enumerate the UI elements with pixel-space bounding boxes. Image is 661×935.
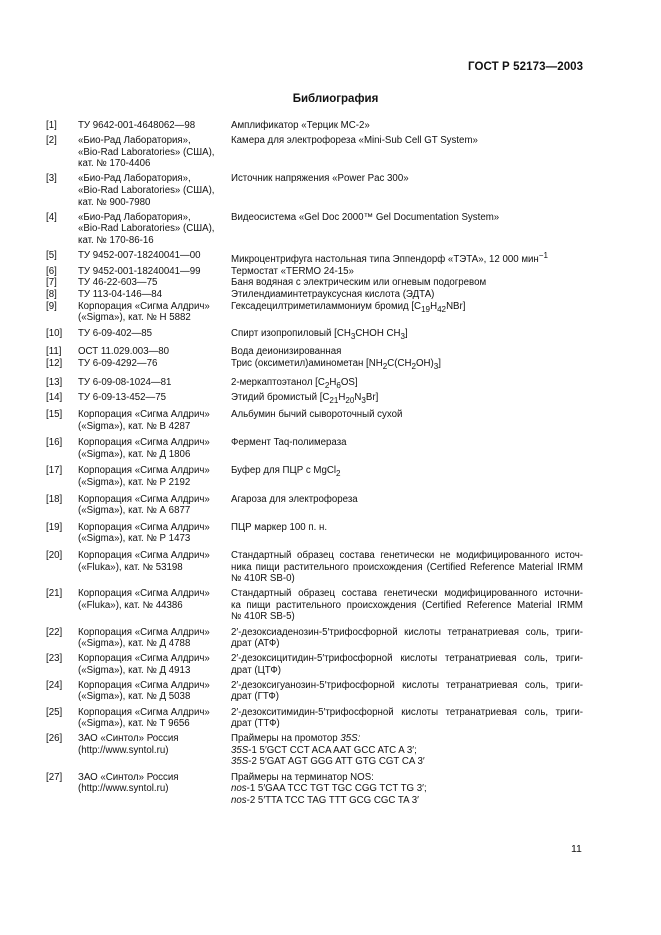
source-line: Корпорация «Сигма Алдрич» (78, 549, 210, 561)
description-line: Вода деионизированная (231, 345, 342, 357)
description-line: Стандартный образец состава генетически модифицированного источни- (231, 588, 583, 600)
description-line: Праймеры на промотор 35S: (231, 733, 361, 745)
entry-source (78, 328, 228, 340)
description-line: 2′-дезоксигуанозин-5′трифосфорной кислоты тетранатриевая соль, триги- (231, 679, 583, 691)
description-line: Буфер для ПЦР с MgCl$_2$ (231, 465, 341, 479)
entry-source (78, 707, 228, 730)
source-line: Корпорация «Сигма Алдрич» (78, 706, 210, 718)
entry-source (78, 135, 228, 170)
entry-description (231, 266, 583, 278)
entry-description (231, 328, 583, 343)
bibliography-entry (46, 346, 591, 358)
entry-source (78, 522, 228, 545)
entry-number: [17] (46, 465, 63, 477)
bibliography-entry (46, 653, 591, 676)
description-line: ника пищи растительного происхождения (Certified Reference Material IRMM (231, 561, 583, 573)
bibliography-entry (46, 733, 591, 768)
bibliography-entry (46, 707, 591, 730)
entry-number: [4] (46, 211, 57, 223)
description-line: № 410R SB-5) (231, 611, 295, 623)
entry-number: [23] (46, 653, 63, 665)
source-line: Корпорация «Сигма Алдрич» (78, 437, 210, 449)
entry-number: [16] (46, 437, 63, 449)
source-line: («Sigma»), кат. № В 4287 (78, 420, 191, 432)
entry-source (78, 588, 228, 611)
bibliography-entry (46, 212, 591, 247)
entry-number: [26] (46, 733, 63, 745)
entry-number: [12] (46, 358, 63, 370)
entry-description (231, 392, 583, 407)
source-line: ЗАО «Синтол» Россия (78, 771, 179, 783)
entry-description (231, 588, 583, 623)
entry-number: [1] (46, 120, 57, 131)
entry-description (231, 465, 583, 480)
entry-description (231, 494, 583, 506)
source-line: ОСТ 11.029.003—80 (78, 345, 170, 357)
source-line: Корпорация «Сигма Алдрич» (78, 493, 210, 505)
description-line: Гексадецилтриметиламмониум бромид $[C_{19}H_{42}NBr]$ (231, 300, 466, 314)
description-line: Праймеры на терминатор NOS: (231, 771, 374, 783)
description-line: Амплификатор «Терцик МС-2» (231, 120, 370, 131)
description-line: Спирт изопропиловый [$CH_3CHOH$ $CH_3$] (231, 328, 408, 342)
bibliography-entry (46, 120, 591, 132)
source-line: («Sigma»), кат. № А 6877 (78, 505, 191, 517)
entry-source (78, 627, 228, 650)
entry-number: [15] (46, 409, 63, 420)
entry-source (78, 289, 228, 301)
entry-description (231, 173, 583, 185)
source-line: ТУ 9452-007-18240041—00 (78, 249, 201, 261)
description-line: nos-2 5′TTA TCC TAG TTT GCG CGC TA 3′ (231, 794, 419, 806)
entry-description (231, 707, 583, 730)
entry-source (78, 358, 228, 370)
entry-source (78, 437, 228, 460)
entry-source (78, 250, 228, 262)
description-line: 2-меркаптоэтанол $[C_2H_6OS]$ (231, 376, 358, 390)
source-line: ТУ 6-09-402—85 (78, 328, 153, 340)
source-line: («Sigma»), кат. № Д 4788 (78, 638, 191, 650)
entry-source (78, 266, 228, 278)
entry-source (78, 301, 228, 324)
description-line: 35S-2 5′GAT AGT GGG ATT GTG CGT CA 3′ (231, 756, 425, 768)
entry-number: [5] (46, 249, 57, 261)
page-number: 11 (571, 843, 582, 855)
bibliography-entry (46, 550, 591, 585)
source-line: (http://www.syntol.ru) (78, 783, 169, 795)
description-line: Альбумин бычий сывороточный сухой (231, 409, 403, 420)
bibliography-entry (46, 409, 591, 432)
bibliography-entry (46, 301, 591, 324)
source-line: «Био-Рад Лаборатория», (78, 211, 191, 223)
source-line: кат. № 900-7980 (78, 196, 151, 208)
source-line: Корпорация «Сигма Алдрич» (78, 679, 210, 691)
description-line: драт (ТТФ) (231, 718, 280, 730)
entry-source (78, 377, 228, 389)
description-line: Этидий бромистый $[C_{21}H_{20}N_3Br]$ (231, 392, 379, 406)
entry-description (231, 627, 583, 650)
source-line: («Sigma»), кат. № Д 1806 (78, 448, 191, 460)
bibliography-entry (46, 377, 591, 392)
bibliography-entry (46, 680, 591, 703)
bibliography-entry (46, 173, 591, 208)
bibliography-entry (46, 494, 591, 517)
bibliography-list (46, 120, 591, 806)
description-line: драт (АТФ) (231, 638, 280, 650)
description-line: 2′-дезоксицитидин-5′трифосфорной кислоты тетранатриевая соль, триги- (231, 653, 583, 665)
source-line: («Sigma»), кат. № Д 5038 (78, 691, 191, 703)
entry-number: [9] (46, 300, 57, 312)
source-line: ТУ 113-04-146—84 (78, 289, 163, 300)
description-line: № 410R SB-0) (231, 573, 295, 585)
entry-number: [8] (46, 289, 57, 300)
bibliography-entry (46, 392, 591, 407)
entry-description (231, 653, 583, 676)
source-line: Корпорация «Сигма Алдрич» (78, 300, 210, 312)
entry-number: [25] (46, 706, 63, 718)
entry-source (78, 494, 228, 517)
source-line: «Bio-Rad Laboratories» (США), (78, 223, 215, 235)
source-line: (http://www.syntol.ru) (78, 744, 169, 756)
description-line: драт (ЦТФ) (231, 664, 281, 676)
bibliography-entry (46, 627, 591, 650)
bibliography-entry (46, 522, 591, 545)
source-line: ЗАО «Синтол» Россия (78, 733, 179, 745)
description-line: nos-1 5′GAA TCC TGT TGC CGG TCT TG 3′; (231, 783, 427, 795)
source-line: «Bio-Rad Laboratories» (США), (78, 146, 215, 158)
entry-number: [18] (46, 493, 63, 505)
entry-number: [2] (46, 135, 57, 147)
bibliography-entry (46, 772, 591, 807)
entry-number: [11] (46, 345, 62, 357)
entry-description (231, 289, 583, 301)
entry-source (78, 550, 228, 573)
description-line: 35S-1 5′GCT CCT ACA AAT GCC ATC A 3′; (231, 744, 417, 756)
source-line: «Био-Рад Лаборатория», (78, 135, 191, 147)
entry-description (231, 301, 583, 316)
entry-number: [21] (46, 588, 63, 600)
entry-number: [19] (46, 521, 63, 533)
entry-number: [6] (46, 265, 57, 277)
bibliography-entry (46, 437, 591, 460)
entry-source (78, 173, 228, 208)
entry-number: [24] (46, 679, 63, 691)
bibliography-entry (46, 465, 591, 488)
entry-number: [7] (46, 277, 57, 289)
entry-source (78, 772, 228, 795)
bibliography-entry (46, 328, 591, 343)
source-line: Корпорация «Сигма Алдрич» (78, 521, 210, 533)
entry-source (78, 653, 228, 676)
source-line: («Sigma»), кат. № Д 4913 (78, 664, 191, 676)
entry-source (78, 733, 228, 756)
entry-description (231, 409, 583, 421)
source-line: ТУ 6-09-4292—76 (78, 358, 158, 370)
description-line: 2′-дезоксиаденозин-5′трифосфорной кислоты тетранатриевая соль, триги- (231, 626, 583, 638)
entry-description (231, 522, 583, 534)
entry-description (231, 358, 583, 373)
bibliography-entry (46, 266, 591, 278)
description-line: Термостат «TERMO 24-15» (231, 265, 354, 277)
source-line: ТУ 6-09-08-1024—81 (78, 376, 172, 388)
description-line: 2′-дезокситимидин-5′трифосфорной кислоты тетранатриевая соль, триги- (231, 706, 583, 718)
description-line: Этилендиаминтетрауксусная кислота (ЭДТА) (231, 289, 435, 300)
source-line: («Sigma»), кат. № Р 2192 (78, 476, 191, 488)
source-line: («Sigma»), кат. № Т 9656 (78, 718, 190, 730)
entry-description (231, 135, 583, 147)
source-line: Корпорация «Сигма Алдрич» (78, 626, 210, 638)
entry-number: [27] (46, 771, 63, 783)
entry-source (78, 346, 228, 358)
description-line: Баня водяная с электрическим или огневым подогревом (231, 277, 487, 289)
source-line: «Био-Рад Лаборатория», (78, 173, 191, 185)
entry-source (78, 465, 228, 488)
entry-description (231, 550, 583, 585)
source-line: («Fluka»), кат. № 44386 (78, 599, 183, 611)
entry-description (231, 680, 583, 703)
source-line: Корпорация «Сигма Алдрич» (78, 409, 210, 420)
entry-source (78, 277, 228, 289)
entry-description (231, 277, 583, 289)
entry-description (231, 346, 583, 358)
entry-source (78, 120, 228, 132)
entry-number: [20] (46, 549, 63, 561)
standard-designation: ГОСТ Р 52173—2003 (468, 61, 584, 73)
source-line: ТУ 46-22-603—75 (78, 277, 158, 289)
entry-number: [10] (46, 328, 63, 340)
bibliography-entry (46, 358, 591, 373)
entry-number: [3] (46, 173, 57, 185)
entry-source (78, 392, 228, 404)
source-line: кат. № 170-4406 (78, 158, 151, 170)
description-line: Источник напряжения «Power Pac 300» (231, 173, 409, 185)
source-line: («Sigma»), кат. № Н 5882 (78, 312, 191, 324)
entry-description (231, 437, 583, 449)
source-line: «Bio-Rad Laboratories» (США), (78, 184, 215, 196)
entry-description (231, 772, 583, 807)
entry-description (231, 377, 583, 392)
description-line: Микроцентрифуга настольная типа Эппендорф «ТЭТА», 12 000 мин$^{-1}$ (231, 250, 548, 266)
entry-number: [13] (46, 376, 63, 388)
source-line: ТУ 6-09-13-452—75 (78, 392, 167, 404)
description-line: Фермент Taq-полимераза (231, 437, 347, 449)
source-line: Корпорация «Сигма Алдрич» (78, 465, 210, 477)
description-line: Агароза для электрофореза (231, 493, 358, 505)
entry-description (231, 120, 583, 132)
source-line: («Sigma»), кат. № Р 1473 (78, 533, 191, 545)
source-line: Корпорация «Сигма Алдрич» (78, 588, 210, 600)
description-line: ка пищи растительного происхождения (Certified Reference Material IRMM (231, 599, 583, 611)
description-line: Стандартный образец состава генетически не модифицированного источ- (231, 549, 583, 561)
bibliography-entry (46, 289, 591, 301)
source-line: («Fluka»), кат. № 53198 (78, 561, 183, 573)
bibliography-entry (46, 135, 591, 170)
source-line: ТУ 9642-001-4648062—98 (78, 120, 196, 131)
bibliography-entry (46, 277, 591, 289)
description-line: Видеосистема «Gel Doc 2000™ Gel Documentation System» (231, 211, 500, 223)
description-line: Трис (оксиметил)аминометан $[NH_2C(CH_2OH)_3]$ (231, 358, 441, 372)
page-title: Библиография (292, 93, 379, 105)
bibliography-entry (46, 250, 591, 266)
source-line: кат. № 170-86-16 (78, 234, 154, 246)
entry-description (231, 212, 583, 224)
source-line: ТУ 9452-001-18240041—99 (78, 265, 201, 277)
description-line: драт (ГТФ) (231, 691, 280, 703)
bibliography-entry (46, 588, 591, 623)
source-line: Корпорация «Сигма Алдрич» (78, 653, 210, 665)
entry-source (78, 409, 228, 432)
entry-description (231, 250, 583, 266)
description-line: Камера для электрофореза «Mini-Sub Cell GT System» (231, 135, 478, 147)
description-line: ПЦР маркер 100 п. н. (231, 521, 328, 533)
entry-description (231, 733, 583, 768)
entry-source (78, 212, 228, 247)
entry-number: [14] (46, 392, 63, 404)
entry-source (78, 680, 228, 703)
entry-number: [22] (46, 626, 63, 638)
